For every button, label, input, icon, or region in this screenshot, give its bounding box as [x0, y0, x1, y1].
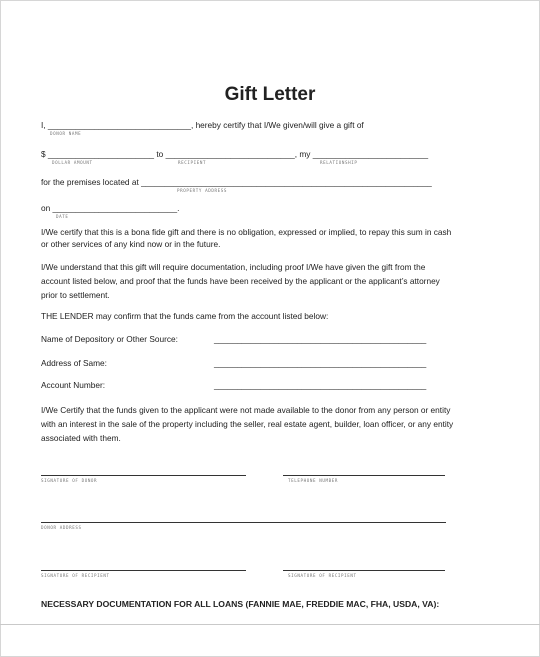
depository-label: Name of Depository or Other Source: [41, 334, 178, 344]
recipient-signature-caption-1: SIGNATURE OF RECIPIENT [41, 573, 110, 578]
documentation-line-2: account listed below, and proof that the funds have been received by the applicant or the applicant’s attorney [41, 276, 440, 286]
property-address-caption: PROPERTY ADDRESS [177, 188, 227, 193]
documentation-line-3: prior to settlement. [41, 290, 110, 300]
account-number-label: Account Number: [41, 380, 106, 390]
gift-certify-line-1: I/We certify that this is a bona fide gift and there is no obligation, expressed or implied, to repay this sum in cash [41, 227, 452, 237]
funds-certify-line-2: with an interest in the sale of the property including the seller, real estate agent, builder, loan officer, or any entity [41, 419, 454, 429]
account-number-field[interactable]: ______________________________________________ [214, 380, 427, 390]
funds-certify-line-1: I/We Certify that the funds given to the applicant were not made available to the donor from any person or entity [41, 405, 451, 415]
donor-name-caption: DONOR NAME [50, 131, 82, 136]
donor-certify-line: I, _______________________________, hereby certify that I/We given/will give a gift of [41, 120, 364, 130]
amount-recipient-line: $ _______________________ to ____________________________, my _________________________ [41, 149, 429, 159]
lender-confirm-line: THE LENDER may confirm that the funds came from the account listed below: [41, 311, 329, 321]
page-bottom-divider [0, 624, 540, 625]
depository-field[interactable]: ______________________________________________ [214, 334, 427, 344]
telephone-caption: TELEPHONE NUMBER [288, 478, 338, 483]
documentation-line-1: I/We understand that this gift will require documentation, including proof I/We have given the gift from the [41, 262, 426, 272]
recipient-signature-line-1[interactable] [41, 570, 246, 571]
document-title: Gift Letter [224, 84, 316, 105]
property-line: for the premises located at _______________________________________________________________ [41, 177, 432, 187]
recipient-signature-line-2[interactable] [283, 570, 445, 571]
necessary-documentation-heading: NECESSARY DOCUMENTATION FOR ALL LOANS (FANNIE MAE, FREDDIE MAC, FHA, USDA, VA): [41, 599, 440, 609]
telephone-line[interactable] [283, 475, 445, 476]
gift-certify-line-2: or other services of any kind now or in the future. [41, 239, 221, 249]
funds-certify-line-3: associated with them. [41, 433, 121, 443]
dollar-amount-caption: DOLLAR AMOUNT [52, 160, 93, 165]
address-of-same-field[interactable]: ______________________________________________ [214, 358, 427, 368]
address-of-same-label: Address of Same: [41, 358, 107, 368]
donor-address-line[interactable] [41, 522, 446, 523]
donor-address-caption: DONOR ADDRESS [41, 525, 82, 530]
date-caption: DATE [56, 214, 69, 219]
recipient-signature-caption-2: SIGNATURE OF RECIPIENT [288, 573, 357, 578]
recipient-caption: RECIPIENT [178, 160, 207, 165]
date-line: on ___________________________. [41, 203, 180, 213]
relationship-caption: RELATIONSHIP [320, 160, 358, 165]
donor-signature-line[interactable] [41, 475, 246, 476]
donor-signature-caption: SIGNATURE OF DONOR [41, 478, 98, 483]
